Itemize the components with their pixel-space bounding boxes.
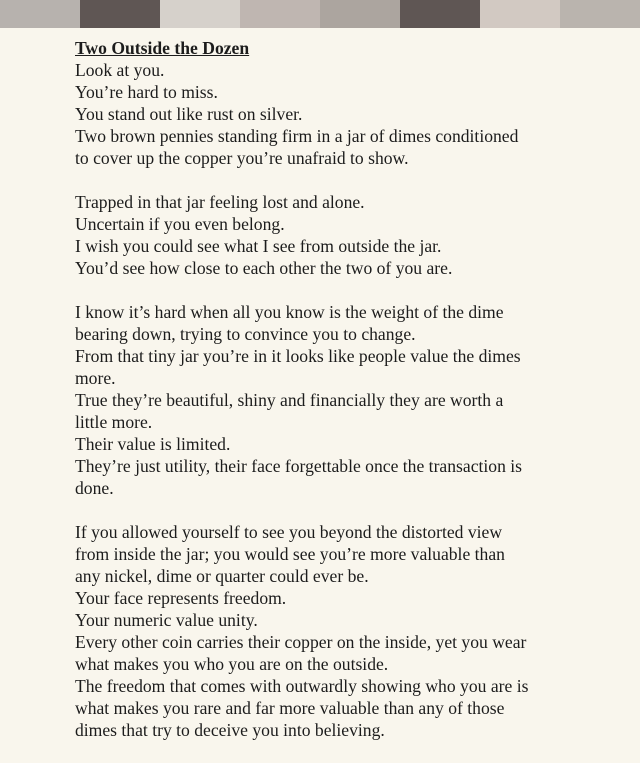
header-swatch [0,0,80,28]
poem-line: Every other coin carries their copper on the inside, yet you wear [75,632,527,652]
stanza [75,521,575,741]
header-swatch [480,0,560,28]
poem-line: True they’re beautiful, shiny and financially they are worth a [75,390,504,410]
poem-line: Your face represents freedom. [75,588,287,608]
poem-line: From that tiny jar you’re in it looks like people value the dimes [75,346,521,366]
poem-line: dimes that try to deceive you into believing. [75,720,385,740]
poem-line: I know it’s hard when all you know is the weight of the dime [75,302,504,322]
poem-line: Your numeric value unity. [75,610,258,630]
poem-line: Uncertain if you even belong. [75,214,285,234]
header-swatch [400,0,480,28]
poem-line: Trapped in that jar feeling lost and alone. [75,192,365,212]
poem-line: what makes you rare and far more valuable than any of those [75,698,505,718]
poem-line: Look at you. [75,60,165,80]
poem-line: Their value is limited. [75,434,231,454]
poem-line: Two brown pennies standing firm in a jar of dimes conditioned [75,126,519,146]
header-swatch [80,0,160,28]
stanza [75,301,575,499]
poem-line: what makes you who you are on the outside. [75,654,389,674]
poem [75,37,575,763]
poem-body [75,59,575,741]
poem-line: You’re hard to miss. [75,82,218,102]
stanza [75,59,575,169]
poem-line: I wish you could see what I see from outside the jar. [75,236,442,256]
poem-line: The freedom that comes with outwardly showing who you are is [75,676,529,696]
header-swatch [560,0,640,28]
header-swatch [240,0,320,28]
poem-line: from inside the jar; you would see you’re more valuable than [75,544,505,564]
poem-line: done. [75,478,114,498]
header-swatch [320,0,400,28]
poem-title: Two Outside the Dozen [75,38,250,58]
header-color-strip [0,0,640,28]
poem-line: They’re just utility, their face forgettable once the transaction is [75,456,523,476]
poem-line: If you allowed yourself to see you beyond the distorted view [75,522,503,542]
stanza [75,191,575,279]
poem-line: You’d see how close to each other the two of you are. [75,258,453,278]
header-swatch [160,0,240,28]
poem-line: little more. [75,412,153,432]
poem-line: more. [75,368,116,388]
poem-line: any nickel, dime or quarter could ever be. [75,566,369,586]
poem-line: You stand out like rust on silver. [75,104,303,124]
poem-line: to cover up the copper you’re unafraid to show. [75,148,409,168]
poem-line: bearing down, trying to convince you to change. [75,324,416,344]
